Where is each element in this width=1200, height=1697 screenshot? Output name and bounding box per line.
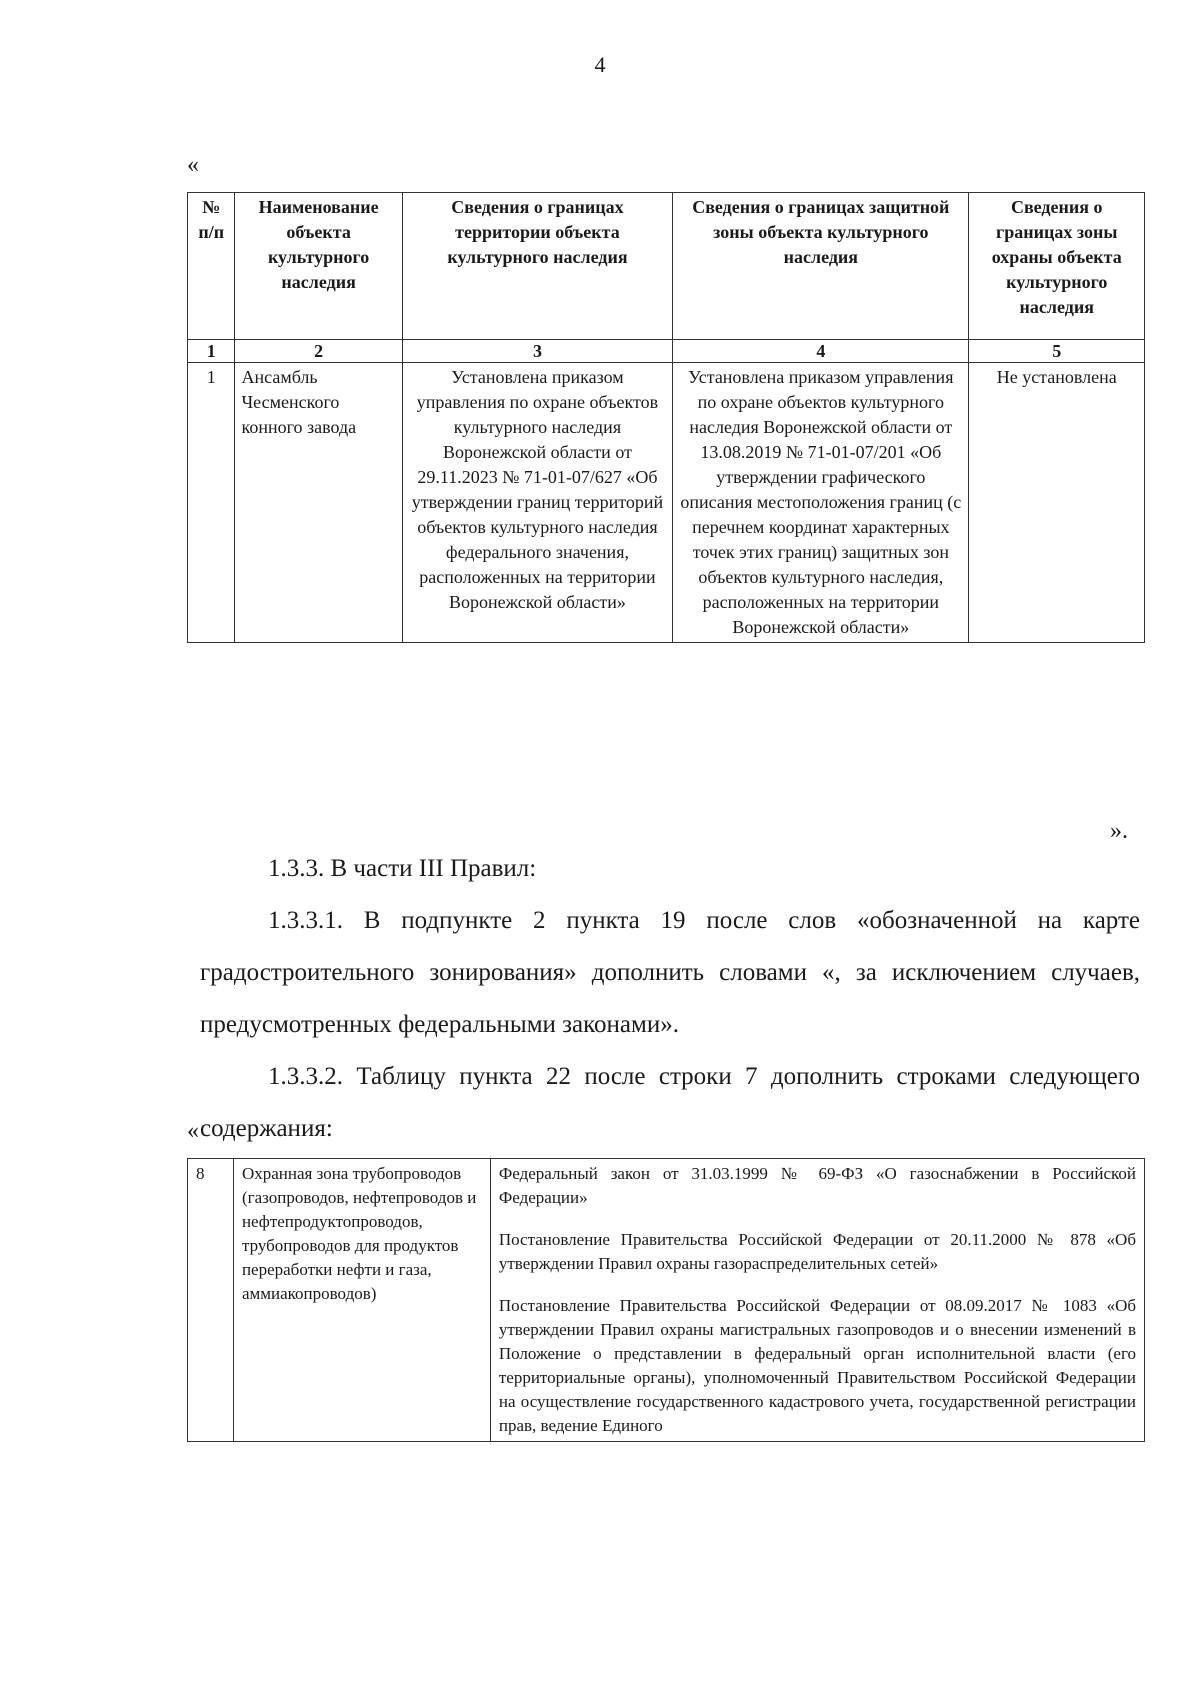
table-header-row bbox=[188, 193, 1145, 340]
opening-quote-mark: « bbox=[187, 1118, 199, 1144]
page-number: 4 bbox=[594, 52, 606, 77]
regulation-table bbox=[187, 1158, 1145, 1442]
paragraph bbox=[200, 843, 1140, 895]
legal-basis-cell bbox=[490, 1159, 1144, 1442]
row-number: 1 bbox=[188, 363, 235, 643]
paragraph bbox=[200, 895, 1140, 1051]
legal-document: Федеральный закон от 31.03.1999 № 69-ФЗ «О газоснабжении в Российской Федерации» bbox=[498, 1164, 1136, 1207]
column-number: 3 bbox=[402, 340, 672, 363]
row-number: 8 bbox=[188, 1159, 234, 1442]
paragraph-text: 1.3.3.1. В подпункте 2 пункта 19 после слов «обозначенной на карте градостроительного зонирования» дополнить словами «, за исключением случаев, предусмотренных федеральными законами». bbox=[200, 907, 1140, 1038]
column-number: 1 bbox=[188, 340, 235, 363]
column-number: 5 bbox=[969, 340, 1145, 363]
column-number: 4 bbox=[673, 340, 969, 363]
table-row bbox=[188, 363, 1145, 643]
legal-document: Постановление Правительства Российской Федерации от 08.09.2017 № 1083 «Об утверждении Правил охраны магистральных газопроводов и о внесении изменений в Положение о представлении в федеральный орган исполнительной власти (его территориальные органы), уполномоченный Правительством Российской Федерации на осуществление государственного кадастрового учета, государственной регистрации прав, ведение Единого bbox=[498, 1296, 1136, 1435]
header-security-zone-bounds: Сведения о границах зоны охраны объекта культурного наследия bbox=[969, 193, 1145, 340]
closing-quote-mark: ». bbox=[1110, 818, 1128, 844]
header-object-name: Наименование объекта культурного наследия bbox=[235, 193, 402, 340]
column-number-row bbox=[188, 340, 1145, 363]
paragraph bbox=[200, 1051, 1140, 1155]
opening-quote-mark: « bbox=[187, 152, 199, 178]
territory-bounds-cell: Установлена приказом управления по охране объектов культурного наследия Воронежской области от 29.11.2023 № 71-01-07/627 «Об утверждении границ территорий объектов культурного наследия федерального значения, расположенных на территории Воронежской области» bbox=[402, 363, 672, 643]
security-zone-bounds-cell: Не установлена bbox=[969, 363, 1145, 643]
legal-document: Постановление Правительства Российской Федерации от 20.11.2000 № 878 «Об утверждении Правил охраны газораспределительных сетей» bbox=[498, 1230, 1136, 1273]
cultural-heritage-table bbox=[187, 192, 1145, 643]
column-number: 2 bbox=[235, 340, 402, 363]
paragraph-text: 1.3.3.2. Таблицу пункта 22 после строки 7 дополнить строками следующего содержания: bbox=[200, 1063, 1140, 1142]
table-row bbox=[188, 1159, 1145, 1442]
zone-name-cell: Охранная зона трубопроводов (газопроводов, нефтепроводов и нефтепродуктопроводов, трубопроводов для продуктов переработки нефти и газа, аммиакопроводов) bbox=[233, 1159, 490, 1442]
header-number: № п/п bbox=[188, 193, 235, 340]
protective-zone-bounds-cell: Установлена приказом управления по охране объектов культурного наследия Воронежской области от 13.08.2019 № 71-01-07/201 «Об утверждении графического описания местоположения границ (с перечнем координат характерных точек этих границ) защитных зон объектов культурного наследия, расположенных на территории Воронежской области» bbox=[673, 363, 969, 643]
object-name-cell: Ансамбль Чесменского конного завода bbox=[235, 363, 402, 643]
header-protective-zone-bounds: Сведения о границах защитной зоны объекта культурного наследия bbox=[673, 193, 969, 340]
paragraph-text: 1.3.3. В части III Правил: bbox=[268, 855, 537, 882]
header-territory-bounds: Сведения о границах территории объекта культурного наследия bbox=[402, 193, 672, 340]
